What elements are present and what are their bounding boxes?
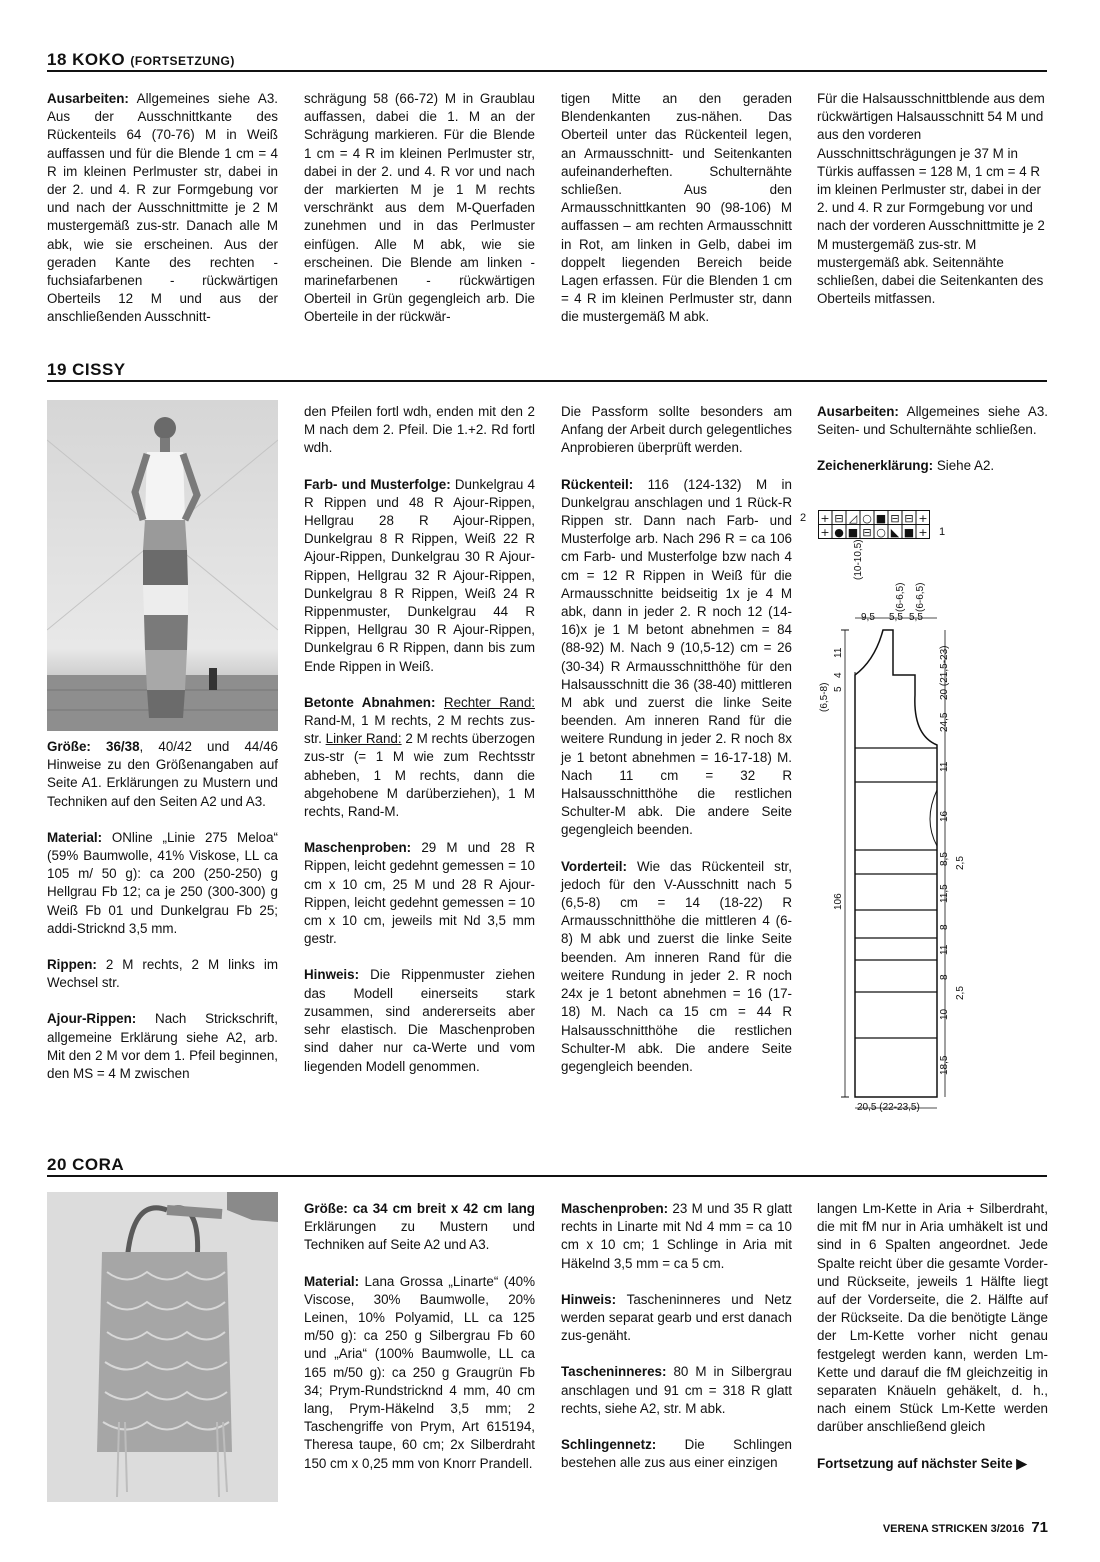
dim-label: 2,5 (955, 856, 966, 870)
label: Farb- und Musterfolge: (304, 476, 451, 492)
label: Maschenproben: (561, 1201, 669, 1216)
svg-text:+: + (918, 512, 928, 525)
paragraph: Allgemeines siehe A3. Seiten- und Schulternähte schließen. (817, 404, 1048, 438)
dim-label: 2,5 (955, 986, 966, 1000)
dim-label: 5,5 (889, 612, 903, 623)
svg-text:○: ○ (876, 526, 886, 539)
paragraph: Für die Halsausschnittblende aus dem rückwärtigen Halsausschnitt 54 M und aus den vorderen Ausschnittschrägungen je 37 M in Türkis auffassen = 128 M, 1 cm = 4 R im kleinen Perlmuster str, dabei in der 2. und 4. R zur Formgebung vor und nach der vorderen Ausschnittmitte je 2 M mustergemäß zus-str. M mustergemäß abk. Seitennähte schließen, dabei die Seitenkanten des Oberteils mitfassen. (817, 91, 1045, 307)
section-title-cissy (47, 360, 126, 380)
dim-label: 20 (21,5-23) (939, 645, 950, 700)
section-heading: 18 KOKO (47, 50, 126, 69)
dim-label: (6-6,5) (895, 582, 906, 612)
koko-col-4 (817, 90, 1048, 308)
dress-photo (47, 400, 278, 731)
svg-text:+: + (820, 526, 830, 539)
label: Rippen: (47, 957, 97, 973)
section-heading: 20 CORA (47, 1155, 125, 1174)
svg-text:⊟: ⊟ (862, 526, 872, 539)
paragraph: ONline „Linie 275 Meloa“ (59% Baumwolle, 41% Viskose, LL ca 105 m/ 50 g): ca 200 (250-250) g Hellgrau Fb 12; ca je 250 (300-300) g Weiß Fb 01 und Dunkelgrau Fb 25; addi-Stricknd 3,5 mm. (47, 829, 278, 936)
paragraph: Tascheninneres und Netz werden separat gearb und erst danach zus-genäht. (561, 1291, 792, 1344)
paragraph: Allgemeines siehe A3. Aus der Ausschnittkante des Rückenteils 64 (70-76) M in Weiß auffassen und für die Blende 1 cm = 4 R im kleinen Perlmuster str, dabei in der 2. und 4. R zur Formgebung vor und nach der Ausschnittmitte je 2 M mustergemäß zus-str. Danach alle M abk, wie sie erscheinen. Aus der geraden Kante des rechten - fuchsiafarbenen - rückwärtigen Oberteils 12 M und aus der anschließenden Ausschnitt- (47, 91, 278, 325)
label: Hinweis: (561, 1291, 617, 1307)
label: Material: (47, 829, 103, 845)
label: Hinweis: (304, 967, 360, 983)
label: Tascheninneres: (561, 1364, 667, 1380)
label: Schlingennetz: (561, 1437, 657, 1453)
cora-col-3 (561, 1200, 792, 1490)
dim-label: 10 (939, 1008, 950, 1020)
stitch-chart (798, 508, 958, 542)
label: Ausarbeiten: (47, 91, 129, 106)
svg-text:●: ● (834, 526, 844, 539)
magazine-name: VERENA STRICKEN 3/2016 (882, 1523, 1025, 1535)
size-label: Größe: 36/38 (47, 739, 140, 754)
svg-text:■: ■ (875, 512, 887, 525)
label: Ausarbeiten: (817, 404, 899, 419)
label-underlined: Rechter Rand: (443, 694, 535, 710)
svg-text:+: + (820, 512, 830, 525)
chart-row-number: 2 (800, 512, 807, 524)
paragraph: Dunkelgrau 4 R Rippen und 48 R Ajour-Rippen, Hellgrau 28 R Ajour-Rippen, Dunkelgrau 8 R Rippen, Weiß 22 R Ajour-Rippen, Dunkelgrau 30 R Ajour-Rippen, Hellgrau 32 R Ajour-Rippen, Dunkelgrau 8 R Rippen, Weiß 24 R Rippenmuster, Dunkelgrau 44 R Rippen, Hellgrau 30 R Ajour-Rippen, Dunkelgrau 6 R Rippen, dann bis zum Ende Rippen in Weiß. (304, 476, 535, 674)
svg-text:⊟: ⊟ (904, 512, 914, 525)
paragraph: 2 M rechts, 2 M links im Wechsel str. (47, 957, 278, 991)
paragraph: 29 M und 28 R Rippen, leicht gedehnt gemessen = 10 cm x 10 cm, 25 M und 28 R Ajour-Rippen, leicht gedehnt gemessen = 10 cm x 10 cm, jeweils mit Nd 3,5 mm gestr. (304, 840, 535, 947)
dim-label: 5,5 (909, 612, 923, 623)
paragraph: langen Lm-Kette in Aria + Silberdraht, die mit fM nur in Aria umhäkelt ist und sind in 6 Spalten angeordnet. Jede Spalte reicht über die gesamte Vorder- und Rückseite, jeweils 1 Hälfte liegt auf der Vorderseite, die 2. Hälfte auf der Rückseite. Da die benötigte Länge der Lm-Kette vorher nicht genau festgelegt werden kann, werden Lm-Kette und darauf die fM gleichzeitig in separaten Knäueln gehäkelt, d. h., nach einem Stück Lm-Kette werden darüber anschließend gleich (817, 1201, 1048, 1435)
paragraph: Nach Strickschrift, allgemeine Erklärung siehe A2, arb. Mit den 2 M vor dem 1. Pfeil beginnen, den MS = 4 M zwischen (47, 1011, 278, 1082)
dim-label: 8 (939, 974, 950, 980)
paragraph: Die Schlingen bestehen alle zus aus einer einzigen (561, 1437, 792, 1471)
dim-label: (6-6,5) (915, 582, 926, 612)
koko-col-1 (47, 90, 278, 327)
paragraph: Rand-M, 1 M rechts, 2 M rechts zus-str. (304, 713, 535, 747)
dim-label: 20,5 (22-23,5) (857, 1102, 920, 1113)
svg-text:○: ○ (862, 512, 872, 525)
cissy-col-4 (817, 403, 1048, 494)
cissy-col-3 (561, 403, 792, 1094)
cissy-col-2 (304, 403, 535, 1094)
continued-note: Fortsetzung auf nächster Seite ▶ (817, 1455, 1027, 1471)
paragraph: 23 M und 35 R glatt rechts in Linarte mit Nd 4 mm = ca 10 cm x 10 cm; 1 Schlinge in Aria mit Häkelnd 3,5 mm = ca 5 cm. (561, 1201, 792, 1271)
chart-row-number: 1 (939, 526, 946, 538)
paragraph: schrägung 58 (66-72) M in Graublau auffassen, dabei die 1. M an der Schrägung markieren. Für die Blende 1 cm = 4 R im kleinen Perlmuster str, dabei in der 2. und 4. R vor und nach der markierten M je 1 M rechts verschränkt aus dem M-Querfaden zunehmen und in das Perlmuster einfügen. Alle M abk, wie sie erscheinen. Die Blende am linken - marinefarbenen - rückwärtigen Oberteil in Grün gegengleich arb. Die Oberteile in der rückwär- (304, 91, 535, 325)
svg-text:◿: ◿ (848, 512, 858, 525)
paragraph: Die Passform sollte besonders am Anfang der Arbeit durch gelegentliches Anprobieren überprüft werden. (561, 404, 792, 456)
size-label: Größe: ca 34 cm breit x 42 cm lang (304, 1201, 535, 1216)
svg-text:■: ■ (847, 526, 859, 539)
paragraph: Die Rippenmuster ziehen das Modell einerseits stark zusammen, sind andererseits aber sehr elastisch. Die Maschenproben sind daher nur ca-Werte und vom liegenden Modell genommen. (304, 967, 535, 1074)
label: Maschenproben: (304, 840, 412, 856)
svg-text:⊟: ⊟ (834, 512, 844, 525)
section-subheading: (FORTSETZUNG) (130, 54, 235, 68)
label: Zeichenerklärung: (817, 458, 934, 474)
paragraph: Erklärungen zu Mustern und Techniken auf Seite A2 und A3. (304, 1219, 535, 1253)
label: Material: (304, 1273, 360, 1289)
dim-label: 8 (939, 924, 950, 930)
label-underlined: Linker Rand: (325, 731, 402, 747)
dim-label: 24,5 (939, 712, 950, 732)
dim-label: 8,5 (939, 852, 950, 866)
section-rule (47, 70, 1047, 72)
section-rule (47, 1175, 1047, 1177)
koko-col-3 (561, 90, 792, 327)
label: Vorderteil: (561, 858, 627, 874)
section-title-cora (47, 1155, 124, 1175)
page-footer (883, 1519, 1048, 1536)
paragraph: Hinweise zu den Größenangaben auf Seite A1. Erklärungen zu Mustern und Techniken auf den Seiten A2 und A3. (47, 757, 278, 809)
section-heading: 19 CISSY (47, 360, 126, 379)
paragraph: 2 M rechts überzogen zus-str (= 1 M wie zum Rechtsstr abheben, 1 M rechts, dann die abgehobene M darüberziehen), 1 M rechts, Rand-M. (304, 731, 535, 820)
garment-schematic (805, 539, 975, 1120)
dim-label: 106 (833, 893, 844, 910)
cora-col-2 (304, 1200, 535, 1491)
section-rule (47, 380, 1047, 382)
dim-label: 9,5 (861, 612, 875, 623)
dim-label: 11 (833, 647, 844, 658)
dim-label: 4 (833, 672, 844, 678)
svg-text:◣: ◣ (890, 526, 900, 539)
dim-label: (10-10,5) (853, 539, 864, 580)
bag-photo (47, 1192, 278, 1502)
svg-text:+: + (918, 526, 928, 539)
dim-label: 18,5 (939, 1055, 950, 1075)
svg-text:⊟: ⊟ (890, 512, 900, 525)
cora-col-4 (817, 1200, 1048, 1491)
dim-label: 16 (939, 810, 950, 822)
label: Betonte Abnahmen: (304, 694, 436, 710)
paragraph: Wie das Rückenteil str, jedoch für den V-Ausschnitt nach 5 (6,5-8) cm = 14 (18-22) R Armausschnitthöhe die mittleren 4 (6-8) M abk und zuerst die linke Seite beenden. Am inneren Rand für die weitere Rundung in jeder 2. R noch 24x je 1 betont abnehmen = 16 (17-18) M. Nach ca 15 cm = 44 R Halsausschnitthöhe die restlichen Schulter-M abk. Die andere Seite gegengleich beenden. (561, 858, 792, 1074)
paragraph: Lana Grossa „Linarte“ (40% Viscose, 30% Baumwolle, 20% Leinen, 10% Polyamid, LL ca 125 m/50 g): ca 250 g Silbergrau Fb 60 und „Aria“ (100% Baumwolle, LL ca 165 m/50 g): ca 250 g Graugrün Fb 34; Prym-Rundstricknd 4 mm, 40 cm lang, Prym-Häkelnd 3,5 mm; 2 Taschengriffe von Prym, Art 615194, Theresa taupe, 60 cm; 2x Silberdraht 150 cm x 0,25 mm von Knorr Prandell. (304, 1273, 535, 1471)
paragraph: tigen Mitte an den geraden Blendenkanten zus-nähen. Das Oberteil unter das Rückenteil legen, an Armausschnitt- und Seitenkanten aufeinanderheften. Schulternähte schließen. Aus den Armausschnittkanten 90 (98-106) M auffassen – am rechten Armausschnitt in Rot, am linken in Gelb, dabei im doppelt liegenden Bereich beide Lagen erfassen. Für die Blenden 1 cm = 4 R im kleinen Perlmuster str, dann die mustergemäß M abk. (561, 91, 792, 325)
label: Ajour-Rippen: (47, 1011, 137, 1027)
koko-col-2 (304, 90, 535, 327)
cissy-col-1 (47, 738, 278, 1101)
paragraph: 80 M in Silbergrau anschlagen und 91 cm = 318 R glatt rechts, siehe A2, str. M abk. (561, 1364, 792, 1416)
dim-label: 11,5 (939, 884, 950, 903)
dim-label: 11 (939, 944, 950, 955)
dim-label: 11 (939, 761, 950, 772)
dim-label: (6,5-8) (819, 682, 830, 712)
paragraph: Siehe A2. (936, 458, 995, 474)
section-title-koko (47, 50, 235, 70)
dim-label: 5 (833, 686, 844, 692)
svg-text:■: ■ (903, 526, 915, 539)
size-rest: , 40/42 und 44/46 (139, 739, 278, 754)
label: Rückenteil: (561, 476, 634, 492)
paragraph: 116 (124-132) M in Dunkelgrau anschlagen und 1 Rück-R Rippen str. Dann nach Farb- und Musterfolge arb. Nach 296 R = ca 106 cm Farb- und Musterfolge bzw nach 4 cm = 12 R Rippen in Weiß für die Armausschnitte beidseitig 1x je 4 M abk, dann in jeder 2. R noch 12 (14-16)x je 1 M betont abnehmen = 84 (88-92) M. Nach 9 (10,5-12) cm = 26 (30-34) R Armausschnitthöhe für den Halsausschnitt die 36 (38-40) mittleren M abk und zuerst die linke Seite beenden. Am inneren Rand für die weitere Rundung in jeder 2. R noch 8x je 1 betont abnehmen = 16-17-18) M. Nach 11 cm = 32 R Halsausschnitthöhe die restlichen Schulter-M abk. Die andere Seite gegengleich beenden. (561, 476, 792, 838)
page-number: 71 (1031, 1519, 1048, 1536)
paragraph: den Pfeilen fortl wdh, enden mit den 2 M nach dem 2. Pfeil. Die 1.+2. Rd fortl wdh. (304, 404, 535, 456)
